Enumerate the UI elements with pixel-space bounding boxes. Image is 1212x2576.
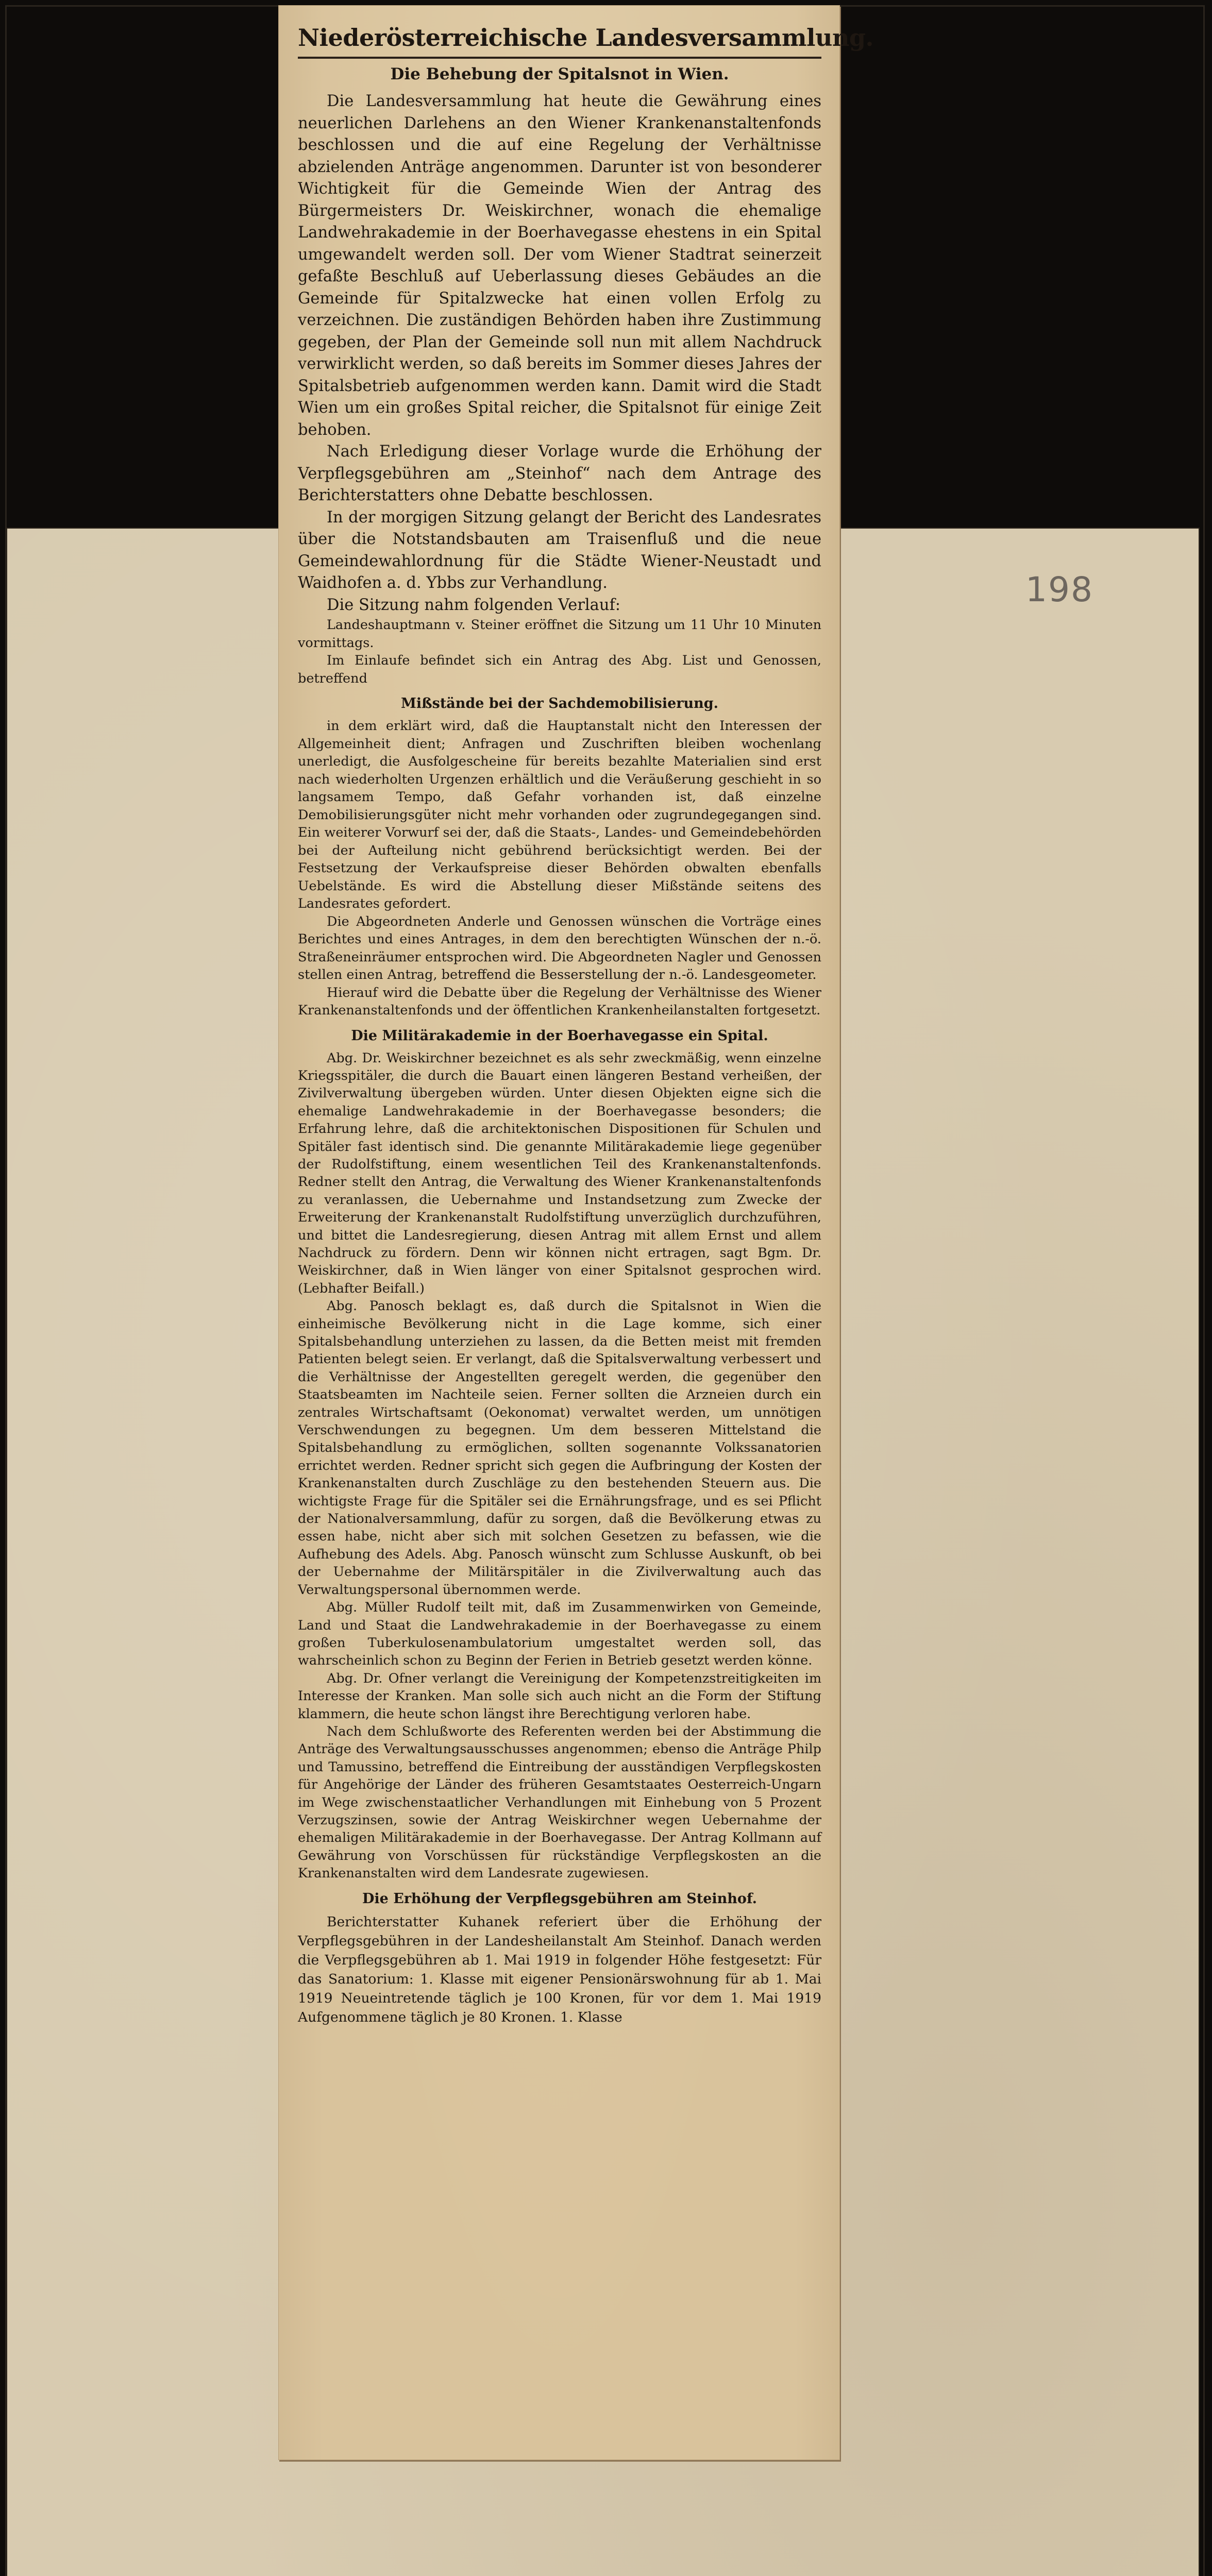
article-paragraph: Die Sitzung nahm folgenden Verlauf: (327, 596, 621, 614)
article-paragraph: In der morgigen Sitzung gelangt der Bericht des Landesrates über die Notstandsbauten am Traisenfluß und die neue Gemeindewahlordnung für die Städte Wiener-Neustadt und Waidhofen a. d. Ybbs zur Verhandlung. (298, 508, 821, 592)
article-paragraph: Nach Erledigung dieser Vorlage wurde die Erhöhung der Verpflegsgebühren am „Steinhof“ nach dem Antrage des Berichterstatters ohne Debatte beschlossen. (298, 443, 821, 504)
article-paragraph: Abg. Dr. Weiskirchner bezeichnet es als sehr zweckmäßig, wenn einzelne Kriegsspitäler, die durch die Bauart einen längeren Bestand verheißen, der Zivilverwaltung übergeben würden. Unter diesen Objekten eigne sich die ehemalige Landwehrakademie in der Boerhavegasse besonders; die Erfahrung lehre, daß die architektonischen Dispositionen für Schulen und Spitäler fast identisch sind. Die genannte Militärakademie liege gegenüber der Rudolfstiftung, einem wesentlichen Teil des Krankenanstaltenfonds. Redner stellt den Antrag, die Verwaltung des Wiener Krankenanstaltenfonds zu veranlassen, die Uebernahme und Instandsetzung zum Zwecke der Erweiterung der Krankenanstalt Rudolfstiftung unverzüglich durchzuführen, und bittet die Landesregierung, diesen Antrag mit allem Ernst und allem Nachdruck zu fördern. Denn wir können nicht ertragen, sagt Bgm. Dr. Weiskirchner, daß in Wien länger von einer Spitalsnot gesprochen wird. (Lebhafter Beifall.) (298, 1050, 821, 1296)
newspaper-clipping (278, 5, 874, 2460)
section-heading: Mißstände bei der Sachdemobilisierung. (400, 696, 719, 711)
article-paragraph: Abg. Panosch beklagt es, daß durch die Spitalsnot in Wien die einheimische Bevölkerung nicht in die Lage komme, sich einer Spitalsbehandlung unterziehen zu lassen, da die Betten meist mit fremden Patienten belegt seien. Er verlangt, daß die Spitalsverwaltung verbessert und die Verhältnisse der Angestellten geregelt werden, die gegenüber den Staatsbeamten im Nachteile seien. Ferner sollten die Arzneien durch ein zentrales Wirtschaftsamt (Oekonomat) verwaltet werden, um unnötigen Verschwendungen zu begegnen. Um dem besseren Mittelstand die Spitalsbehandlung zu ermöglichen, sollten sogenannte Volkssanatorien errichtet werden. Redner spricht sich gegen die Aufbringung der Kosten der Krankenanstalten durch Zuschläge zu den bestehenden Steuern aus. Die wichtigste Frage für die Spitäler sei die Ernährungsfrage, und es sei Pflicht der Nationalversammlung, dafür zu sorgen, daß die Bevölkerung etwas zu essen habe, nicht aber sich mit solchen Gesetzen zu befassen, wie die Aufhebung des Adels. Abg. Panosch wünscht zum Schlusse Auskunft, ob bei der Uebernahme der Militärspitäler in die Zivilverwaltung auch das Verwaltungspersonal übernommen werde. (298, 1298, 821, 1598)
article-paragraph: Landeshauptmann v. Steiner eröffnet die Sitzung um 11 Uhr 10 Minuten vormittags. (298, 617, 821, 651)
section-heading: Die Erhöhung der Verpflegsgebühren am Steinhof. (362, 1890, 757, 1907)
article-paragraph: Nach dem Schlußworte des Referenten werden bei der Abstimmung die Anträge des Verwaltungsausschusses angenommen; ebenso die Anträge Philp und Tamussino, betreffend die Eintreibung der ausständigen Verpflegskosten für Angehörige der Länder des früheren Gesamtstaates Oesterreich-Ungarn im Wege zwischenstaatlicher Verhandlungen mit Einhebung von 5 Prozent Verzugszinsen, sowie der Antrag Weiskirchner wegen Uebernahme der ehemaligen Militärakademie in der Boerhavegasse. Der Antrag Kollmann auf Gewährung von Vorschüssen für rückständige Verpflegskosten an die Krankenanstalten wird dem Landesrate zugewiesen. (298, 1723, 821, 1882)
article-paragraph: Die Landesversammlung hat heute die Gewährung eines neuerlichen Darlehens an den Wiener Krankenanstaltenfonds beschlossen und die auf eine Regelung der Verhältnisse abzielenden Anträge angenommen. Darunter ist von besonderer Wichtigkeit für die Gemeinde Wien der Antrag des Bürgermeisters Dr. Weiskirchner, wonach die ehemalige Landwehrakademie in der Boerhavegasse ehestens in ein Spital umgewandelt werden soll. Der vom Wiener Stadtrat seinerzeit gefaßte Beschluß auf Ueberlassung dieses Gebäudes an die Gemeinde für Spitalzwecke hat einen vollen Erfolg zu verzeichnen. Die zuständigen Behörden haben ihre Zustimmung gegeben, der Plan der Gemeinde soll nun mit allem Nachdruck verwirklicht werden, so daß bereits im Sommer dieses Jahres der Spitalsbetrieb aufgenommen werden kann. Damit wird die Stadt Wien um ein großes Spital reicher, die Spitalsnot für einige Zeit behoben. (298, 92, 821, 439)
article-headline: Die Behebung der Spitalsnot in Wien. (390, 65, 729, 83)
article-column (298, 14, 874, 2027)
article-paragraph: Hierauf wird die Debatte über die Regelung der Verhältnisse des Wiener Krankenanstaltenfonds und der öffentlichen Krankenheilanstalten fortgesetzt. (298, 985, 821, 1018)
article-paragraph: Abg. Müller Rudolf teilt mit, daß im Zusammenwirken von Gemeinde, Land und Staat die Landwehrakademie in der Boerhavegasse zu einem großen Tuberkulosenambulatorium umgestaltet werden soll, das wahrscheinlich schon zu Beginn der Ferien in Betrieb gesetzt werden könne. (298, 1600, 821, 1669)
article-paragraph: Im Einlaufe befindet sich ein Antrag des Abg. List und Genossen, betreffend (298, 653, 821, 686)
article-masthead: Niederösterreichische Landesversammlung. (298, 14, 821, 59)
article-paragraph: Abg. Dr. Ofner verlangt die Vereinigung der Kompetenzstreitigkeiten im Interesse der Kranken. Man solle sich auch nicht an die Form der Stiftung klammern, die heute schon längst ihre Berechtigung verloren habe. (298, 1670, 821, 1722)
article-paragraph: Berichterstatter Kuhanek referiert über die Erhöhung der Verpflegsgebühren in der Landesheilanstalt Am Steinhof. Danach werden die Verpflegsgebühren ab 1. Mai 1919 in folgender Höhe festgesetzt: Für das Sanatorium: 1. Klasse mit eigener Pensionärswohnung für ab 1. Mai 1919 Neueintretende täglich je 100 Kronen, für vor dem 1. Mai 1919 Aufgenommene täglich je 80 Kronen. 1. Klasse (298, 1913, 821, 2025)
section-heading: Die Militärakademie in der Boerhavegasse ein Spital. (351, 1027, 768, 1044)
article-paragraph: in dem erklärt wird, daß die Hauptanstalt nicht den Interessen der Allgemeinheit dient; Anfragen und Zuschriften bleiben wochenlang unerledigt, die Ausfolgescheine für bereits bezahlte Materialien sind erst nach wiederholten Urgenzen erhältlich und die Veräußerung geschieht in so langsamem Tempo, daß Gefahr vorhanden ist, daß einzelne Demobilisierungsgüter nicht mehr vorhanden oder zugrundegegangen sind. Ein weiterer Vorwurf sei der, daß die Staats-, Landes- und Gemeindebehörden bei der Aufteilung nicht gebührend berücksichtigt werden. Bei der Festsetzung der Verkaufspreise dieser Behörden obwalten ebenfalls Uebelstände. Es wird die Abstellung dieser Mißstände seitens des Landesrates gefordert. (298, 718, 821, 911)
article-paragraph: Die Abgeordneten Anderle und Genossen wünschen die Vorträge eines Berichtes und eines Antrages, in dem den berechtigten Wünschen der n.-ö. Straßeneinräumer entsprochen wird. Die Abgeordneten Nagler und Genossen stellen einen Antrag, betreffend die Besserstellung der n.-ö. Landesgeometer. (298, 913, 821, 982)
archive-card-number: 198 (1025, 570, 1093, 609)
